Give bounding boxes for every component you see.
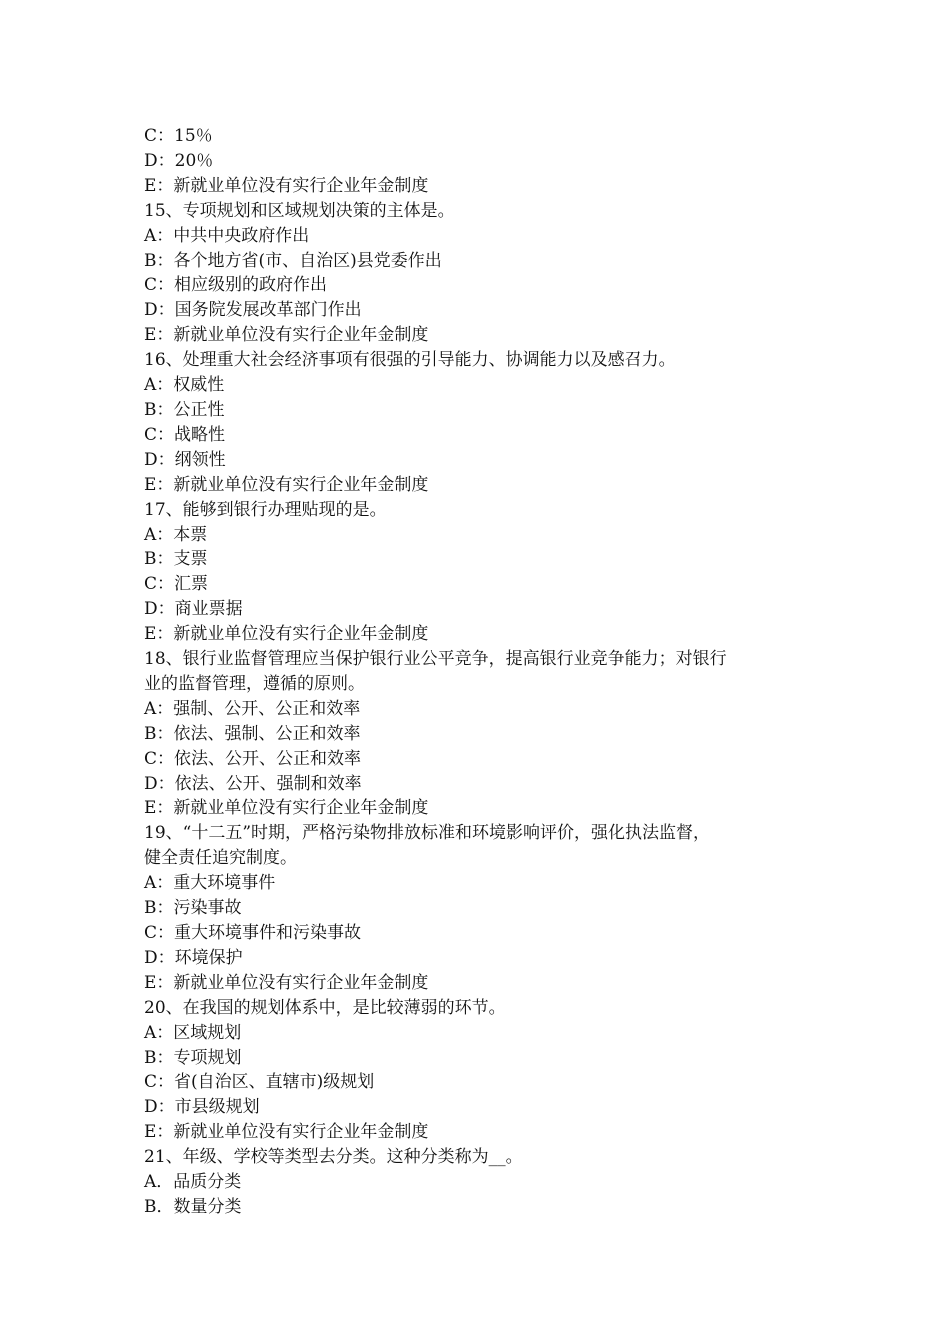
option-e: E：新就业单位没有实行企业年金制度: [144, 972, 429, 993]
text-line: D：20％: [144, 150, 214, 171]
question-19-cont: 健全责任追究制度。: [144, 848, 297, 869]
option-d: D：依法、公开、强制和效率: [144, 773, 362, 794]
option-a: A：权威性: [144, 375, 225, 396]
option-c: C：依法、公开、公正和效率: [144, 748, 362, 769]
option-d: D：商业票据: [144, 599, 243, 620]
question-20: 20、在我国的规划体系中，是比较薄弱的环节。: [144, 997, 506, 1018]
option-b: B：依法、强制、公正和效率: [144, 723, 361, 744]
option-e: E：新就业单位没有实行企业年金制度: [144, 798, 429, 819]
option-c: C：省(自治区、直辖市)级规划: [144, 1072, 375, 1093]
option-a: A：区域规划: [144, 1022, 242, 1043]
option-b: B：支票: [144, 549, 208, 570]
option-b: B：污染事故: [144, 898, 242, 919]
option-a: A：中共中央政府作出: [144, 225, 310, 246]
option-e: E：新就业单位没有实行企业年金制度: [144, 1122, 429, 1143]
option-a: A：强制、公开、公正和效率: [144, 698, 361, 719]
question-21: 21、年级、学校等类型去分类。这种分类称为__。: [144, 1147, 523, 1168]
option-d: D：市县级规划: [144, 1097, 260, 1118]
option-e: E：新就业单位没有实行企业年金制度: [144, 325, 429, 346]
option-c: C：汇票: [144, 574, 209, 595]
option-d: D：纲领性: [144, 449, 226, 470]
question-18-cont: 业的监督管理，遵循的原则。: [144, 673, 365, 694]
option-e: E：新就业单位没有实行企业年金制度: [144, 474, 429, 495]
question-19: 19、“十二五”时期，严格污染物排放标准和环境影响评价，强化执法监督，: [144, 823, 711, 844]
option-c: C：战略性: [144, 424, 226, 445]
option-b: B：专项规划: [144, 1047, 242, 1068]
option-a: A：重大环境事件: [144, 873, 276, 894]
option-c: C：重大环境事件和污染事故: [144, 923, 362, 943]
option-c: C：相应级别的政府作出: [144, 275, 328, 296]
option-e: E：新就业单位没有实行企业年金制度: [144, 624, 429, 645]
option-a: A：本票: [144, 524, 208, 545]
text-line: C：15％: [144, 126, 213, 146]
question-18: 18、银行业监督管理应当保护银行业公平竞争，提高银行业竞争能力；对银行: [144, 649, 727, 670]
option-b: B：公正性: [144, 399, 225, 420]
question-15: 15、专项规划和区域规划决策的主体是。: [144, 200, 455, 221]
option-d: D：国务院发展改革部门作出: [144, 300, 362, 321]
option-b: B．数量分类: [144, 1196, 242, 1217]
option-b: B：各个地方省(市、自治区)县党委作出: [144, 250, 442, 271]
question-16: 16、处理重大社会经济事项有很强的引导能力、协调能力以及感召力。: [144, 350, 676, 371]
option-d: D：环境保护: [144, 947, 243, 968]
option-a: A．品质分类: [144, 1172, 242, 1193]
text-line: E：新就业单位没有实行企业年金制度: [144, 175, 429, 196]
question-17: 17、能够到银行办理贴现的是。: [144, 499, 387, 520]
document-body: [144, 124, 812, 1220]
